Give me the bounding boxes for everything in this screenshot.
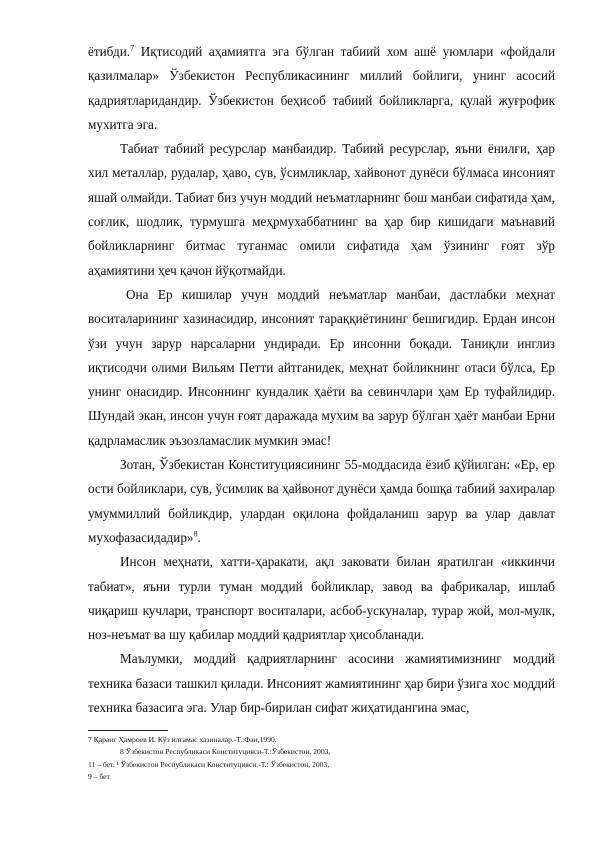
footnote-ref-8: 8 [193,529,198,539]
footnote-8: 8 Ўзбекистон Республикаси Конституцияси-Т.:Ўзбекистон, 2003, [120,747,331,757]
footnote-ref-7: 7 [130,43,135,53]
paragraph-4: Зотан, Ўзбекистан Конституциясининг 55-моддасида ёзиб қўйилган: «Ер, ер ости бойликлари, сув, ўсимлик ва ҳайвонот дунёси ҳамда бошқа табиий захиралар умуммиллий бойликдир, улардан оқилона фойдаланиш зарур ва улар давлат мухофазасидадир»$^8$. [88,457,555,545]
paragraph-1: ётибди.$^7$ Иқтисодий аҳамиятга эга бўлган табиий хом ашё уюмлари «фойдали қазилмалар» Ўзбекистон Республикасининг миллий бойлиги, унинг асосий қадриятларидандир. Ўзбекистон беҳисоб табиий бойликларга, қулай жуғрофик мухитга эга. [88,43,555,132]
footnotes [88,734,555,784]
paragraph-2: Табиат табиий ресурслар манбаидир. Табиий ресурслар, яъни ёнилғи, ҳар хил металлар, рудалар, ҳаво, сув, ўсимликлар, хайвонот дунёси бўлмаса инсоният яшай олмайди. Табиат биз учун моддий неъматларнинг бош манбаи сифатида ҳам, соғлик, шодлик, турмушга меҳрмухаббатнинг ва ҳар бир кишидаги маънавий бойликларнинг битмас туганмас омили сифатида ҳам ўзининг ғоят зўр аҳамиятини ҳеч қачон йўқотмайди. [88,141,555,278]
footnote-7: 7 Қаранг Ҳамроев И. Кўз илғамас хазиналар.-Т.:Фан,1990. [88,735,277,744]
paragraph-5: Инсон меҳнати, хатти-ҳаракати, ақл заковати билан яратилган «иккинчи табиат», яъни турли туман моддий бойликлар, завод ва фабрикалар, ишлаб чиқариш кучлари, транспорт воситалари, асбоб-ускуналар, турар жой, мол-мулк, ноз-неъмат ва шу қабилар моддий қадриятлар ҳисобланади. [88,554,555,643]
body-text [88,40,555,720]
paragraph-6: Маълумки, моддий қадриятларнинг асосини жамиятимизнинг моддий техника базаси ташкил қилади. Инсоният жамиятининг ҳар бири ўзига хос моддий техника базасига эга. Улар бир-бирилан сифат жиҳатидангина эмас, [88,651,556,716]
footnote-9: 9 – бет [88,772,110,782]
paragraph-3: Она Ер кишилар учун моддий неъматлар манбаи, дастлабки меҳнат воситаларининг хазинасидир, инсоният тараққиётининг бешигидир. Ердан инсон ўзи учун зарур нарсаларни ундиради. Ер инсонни боқади. Таниқли инглиз иқтисодчи олими Вильям Петти айтганидек, меҳнат бойликнинг отаси бўлса, Ер унинг онасидир. Инсоннинг кундалик ҳаёти ва севинчлари ҳам Ер туфайлидир. Шундай экан, инсон учун ғоят даражада мухим ва зарур бўлган ҳаёт манбаи Ерни қадрламаслик эъзозламаслик мумкин эмас! [88,286,555,448]
footnote-8-cont: 11 – бет. ¹ Ўзбекистон Республикаси Конституцияси.-Т.: Ўзбекистон, 2003, [88,759,330,769]
footnote-divider [88,730,168,731]
